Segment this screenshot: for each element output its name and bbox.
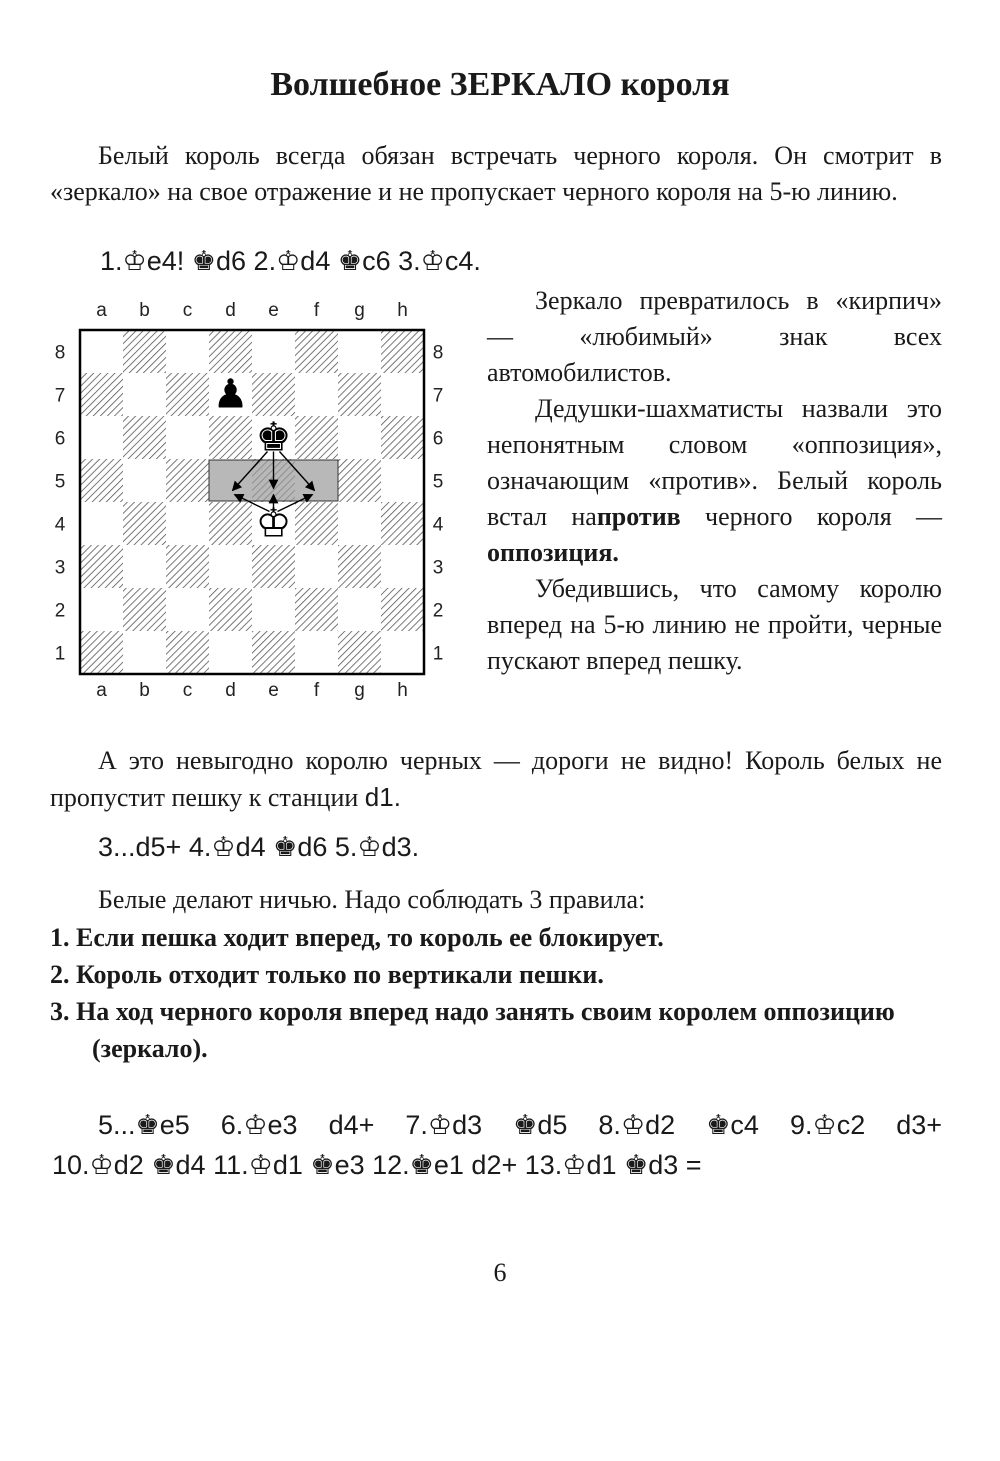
square-e1 [252,631,295,674]
square-g1 [338,631,381,674]
square-h5 [381,459,424,502]
square-e2 [252,588,295,631]
file-label-b: b [139,300,150,321]
square-f8 [295,330,338,373]
square-e8 [252,330,295,373]
rank-label-4: 4 [432,514,444,536]
rank-label-8: 8 [54,342,66,364]
paragraph-2: А это невыгодно королю черных — дороги не видно! Король белых не пропустит пешку к станции d1. [50,746,942,812]
white-king-icon: ♔ [255,500,292,547]
square-a6 [80,416,123,459]
moves-line-1: 1.♔e4! ♚d6 2.♔d4 ♚c6 3.♔c4. [100,246,481,277]
square-a3 [80,545,123,588]
file-label-e: e [268,300,279,321]
rank-label-4: 4 [54,514,66,536]
square-c8 [166,330,209,373]
rule-2: 2. Король отходит только по вертикали пешки. [50,960,604,989]
side-paragraph-2: Дедушки-шахматисты назвали это непонятным словом «оппозиция», означающим «против». Белый король встал напротив черного короля — оппозиция. [487,394,942,567]
square-c1 [166,631,209,674]
square-b3 [123,545,166,588]
moves-line-2: 3...d5+ 4.♔d4 ♚d6 5.♔d3. [98,832,420,863]
square-h6 [381,416,424,459]
square-b5 [123,459,166,502]
file-label-e: e [268,680,279,701]
rules-list [50,919,942,1067]
square-f3 [295,545,338,588]
black-king-icon: ♚ [255,414,292,461]
side-paragraph-3: Убедившись, что самому королю вперед на 5-ю линию не пройти, черные пускают вперед пешку. [487,574,942,675]
rules-intro: Белые делают ничью. Надо соблюдать 3 правила: [98,885,646,914]
square-c6 [166,416,209,459]
file-label-a: a [96,300,107,321]
file-label-h: h [397,680,408,701]
file-label-f: f [313,680,320,701]
black-pawn-icon: ♟ [212,371,249,418]
square-d2 [209,588,252,631]
chess-diagram [50,296,460,706]
square-f6 [295,416,338,459]
side-text [487,283,942,679]
rule-1: 1. Если пешка ходит вперед, то король ее блокирует. [50,923,664,952]
square-a8 [80,330,123,373]
rank-label-7: 7 [54,385,66,407]
moves-line-3a: 5...♚e5 6.♔e3 d4+ 7.♔d3 ♚d5 8.♔d2 ♚c4 9.♔c2 d3+ [98,1110,943,1141]
file-label-d: d [225,300,236,321]
square-g8 [338,330,381,373]
square-b7 [123,373,166,416]
square-g6 [338,416,381,459]
file-label-a: a [96,680,107,701]
rank-label-5: 5 [432,471,444,493]
rank-label-7: 7 [432,385,444,407]
square-h4 [381,502,424,545]
square-g4 [338,502,381,545]
rank-label-1: 1 [54,643,66,665]
square-c7 [166,373,209,416]
square-c3 [166,545,209,588]
rank-label-3: 3 [432,557,444,579]
rank-label-8: 8 [432,342,444,364]
square-f1 [295,631,338,674]
square-a5 [80,459,123,502]
square-g3 [338,545,381,588]
square-h8 [381,330,424,373]
rule-3: 3. На ход черного короля вперед надо занять своим королем оппозицию (зеркало). [50,997,895,1063]
square-a1 [80,631,123,674]
rank-label-6: 6 [54,428,66,450]
file-label-c: c [182,300,193,321]
square-g5 [338,459,381,502]
page-title: Волшебное ЗЕРКАЛО короля [270,66,730,103]
square-d6 [209,416,252,459]
file-label-g: g [354,680,365,701]
rank-label-2: 2 [54,600,66,622]
file-label-g: g [354,300,365,321]
square-a2 [80,588,123,631]
file-label-b: b [139,680,150,701]
rank-label-3: 3 [54,557,66,579]
rank-label-6: 6 [432,428,444,450]
square-b4 [123,502,166,545]
square-d4 [209,502,252,545]
rank-label-2: 2 [432,600,444,622]
side-paragraph-1: Зеркало превратилось в «кирпич» — «любимый» знак всех автомобилистов. [487,286,942,387]
intro-paragraph: Белый король всегда обязан встречать черного короля. Он смотрит в «зеркало» на свое отражение и не пропускает черного короля на 5-ю линию. [50,141,942,206]
square-f7 [295,373,338,416]
square-c5 [166,459,209,502]
square-b2 [123,588,166,631]
square-c2 [166,588,209,631]
square-g2 [338,588,381,631]
square-d8 [209,330,252,373]
square-h1 [381,631,424,674]
square-h7 [381,373,424,416]
page-number: 6 [493,1258,507,1287]
square-f2 [295,588,338,631]
square-b6 [123,416,166,459]
square-h2 [381,588,424,631]
square-e7 [252,373,295,416]
rank-label-1: 1 [432,643,444,665]
square-a7 [80,373,123,416]
square-b8 [123,330,166,373]
square-d1 [209,631,252,674]
square-g7 [338,373,381,416]
square-h3 [381,545,424,588]
file-label-d: d [225,680,236,701]
rank-label-5: 5 [54,471,66,493]
square-f4 [295,502,338,545]
square-c4 [166,502,209,545]
square-b1 [123,631,166,674]
square-a4 [80,502,123,545]
square-e3 [252,545,295,588]
file-label-c: c [182,680,193,701]
moves-line-3b: 10.♔d2 ♚d4 11.♔d1 ♚e3 12.♚e1 d2+ 13.♔d1 ♚d3 = [52,1150,702,1181]
file-label-f: f [313,300,320,321]
square-d3 [209,545,252,588]
file-label-h: h [397,300,408,321]
